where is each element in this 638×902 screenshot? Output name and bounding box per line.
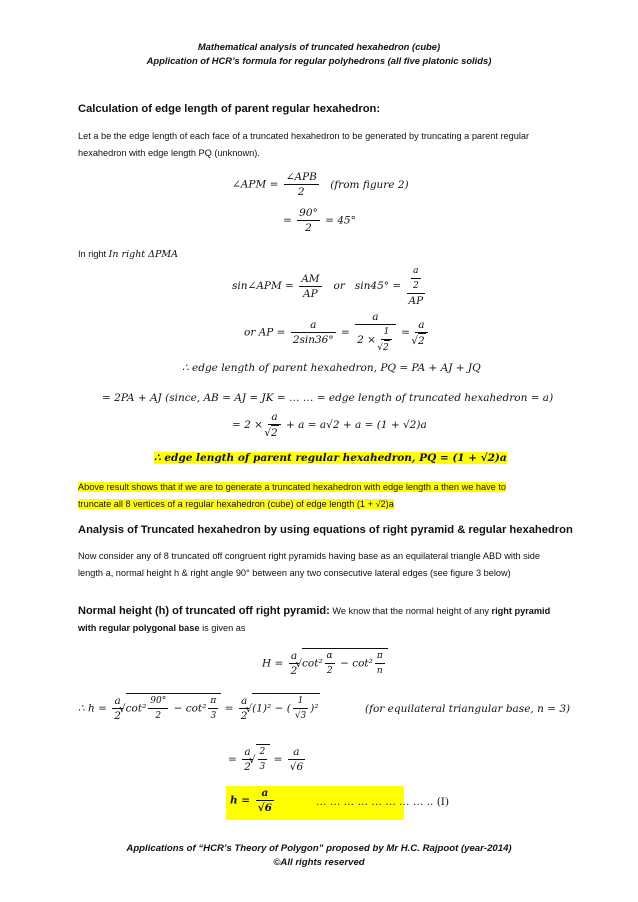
eq1-fraction — [284, 170, 319, 199]
eq2-denominator: 2 — [297, 220, 320, 235]
footer-line-1: Applications of “HCR’s Theory of Polygon” proposed by Mr H.C. Rajpoot (year-2014) — [126, 843, 512, 854]
equation-pq-result: = 2 × a √ 2 + a = a√2 + a = (1 + √2)a — [232, 410, 427, 440]
eq2-fraction — [297, 206, 320, 235]
equation-pq-sum: ∴ edge length of parent hexahedron, PQ = PA + AJ + JQ — [182, 362, 481, 374]
eq1-denominator: 2 — [284, 184, 319, 199]
equation-pyramid-height: ∴ h = $\frac{a}{2}$ √ cot² $\frac{90^\circ}{2}$ − cot² $\frac{\pi}{3}$ = $\frac{a}{2}$ √ (1)² − ( $\frac{1}{√3}$ )² — [78, 693, 320, 723]
right-triangle-label: In right In right ΔPMA — [78, 249, 178, 260]
equation-height-note: (for equilateral triangular base, n = 3) — [365, 703, 571, 715]
section-heading-analysis: Analysis of Truncated hexahedron by using equations of right pyramid & regular hexahedron — [78, 524, 573, 536]
equation-general-height: H = $\frac{a}{2}$ √ cot² $\frac{\alpha}{2}$ − cot² $\frac{\pi}{n}$ — [262, 648, 388, 678]
eq1-note: (from figure 2) — [330, 178, 409, 191]
equation-angle-value: = $\frac{90^\circ}{2}$ = 45° — [283, 207, 356, 234]
triangle-name: In right ΔPMA — [108, 249, 178, 260]
conclusion-text-2: truncate all 8 vertices of a regular hexahedron (cube) of edge length (1 + √2)a — [78, 499, 394, 509]
equation-angle-apm — [232, 170, 409, 199]
page-header-subtitle: Application of HCR’s formula for regular polyhedrons (all five platonic solids) — [146, 55, 492, 66]
conclusion-text-1: Above result shows that if we are to generate a truncated hexahedron with edge length a then we have to — [78, 482, 507, 492]
page-header-title: Mathematical analysis of truncated hexahedron (cube) — [197, 41, 441, 52]
normal-height-text-a: We know that the normal height of any — [329, 606, 492, 616]
equation-ap: or AP = $\frac{a}{2\sin 36^\circ}$ = a 2 × 1 √ 2 = a √ 2 — [244, 310, 430, 355]
intro-paragraph: Let a be the edge length of each face of a truncated hexahedron to be generated by truncating a parent regular hexahedron with edge length PQ (unknown). — [78, 131, 530, 158]
section-heading-normal-height: Normal height (h) of truncated off right pyramid: — [78, 605, 330, 617]
equation-sine: sin∠APM = $\frac{AM}{AP}$ or sin45° = $\frac{\frac{a}{2}}{AP}$ — [232, 266, 424, 307]
normal-height-text-c: is given as — [199, 623, 246, 633]
analysis-paragraph: Now consider any of 8 truncated off congruent right pyramids having base as an equilateral triangle ABD with side length a, normal height h & right angle 90° between any two consecutive lateral edges (see figure 3 below) — [78, 551, 541, 578]
conclusion-line-1 — [78, 479, 506, 496]
eq1-lhs: ∠APM = — [232, 178, 279, 191]
eq2-numerator: 90° — [299, 207, 318, 219]
eq1-numerator: ∠APB — [285, 171, 317, 183]
equation-height-simplified: = $\frac{a}{2}$ √ $\frac{2}{3}$ = $\frac{a}{√6}$ — [228, 744, 307, 774]
section-heading-edge-length: Calculation of edge length of parent regular hexahedron: — [78, 103, 381, 115]
equation-pq-expansion: = 2PA + AJ (since, AB = AJ = JK = … … = edge length of truncated hexahedron = a) — [102, 392, 554, 404]
equation-height-final: h = $\frac{a}{√6}$ — [230, 787, 272, 814]
footer-copyright: ©All rights reserved — [273, 857, 365, 868]
normal-height-paragraph — [78, 603, 560, 637]
normal-height-text-b: right pyramid with regular polygonal base — [78, 606, 551, 633]
conclusion-line-2 — [78, 496, 394, 513]
eq2-rhs: = 45° — [325, 214, 356, 227]
result-highlight: ∴ edge length of parent regular hexahedron, PQ = (1 + √2)a — [154, 452, 507, 464]
equation-tag: … … … … … … … … .. (I) — [316, 796, 450, 808]
